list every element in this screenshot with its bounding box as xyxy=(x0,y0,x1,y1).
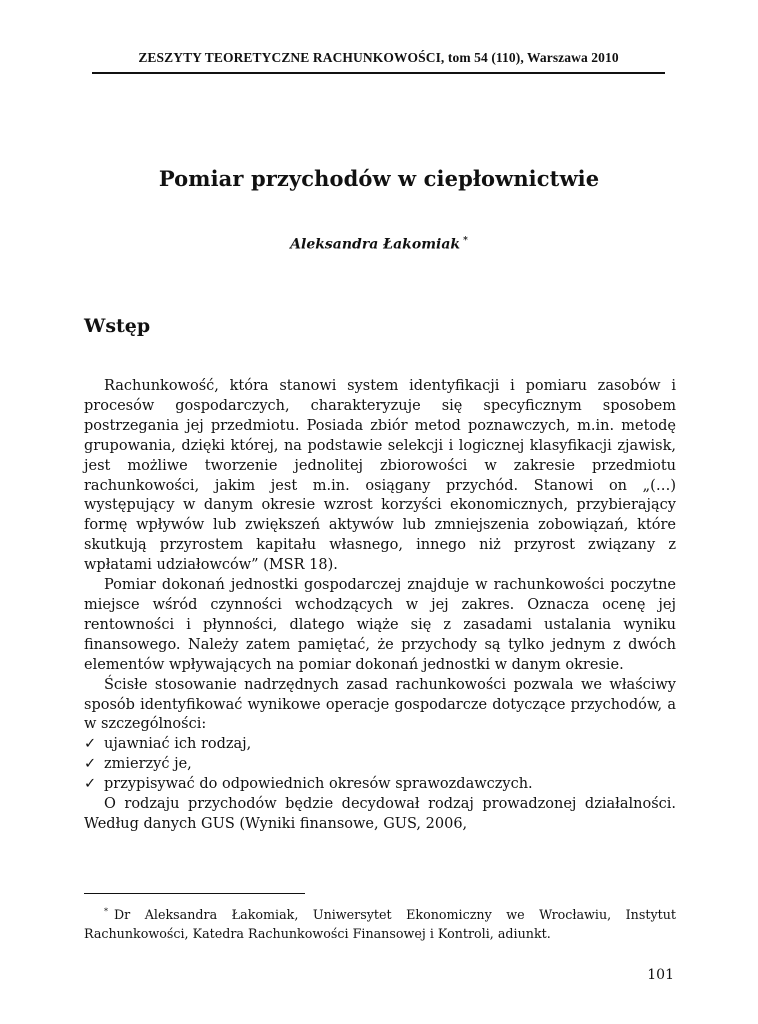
list-item-text: przypisywać do odpowiednich okresów sprawozdawczych. xyxy=(104,776,533,793)
page-number: 101 xyxy=(647,967,674,983)
list-item xyxy=(84,735,676,755)
list-item xyxy=(84,755,676,775)
list-item-text: ujawniać ich rodzaj, xyxy=(104,736,252,753)
check-icon: ✓ xyxy=(84,756,97,773)
footnote xyxy=(84,903,676,943)
footnote-mark: * xyxy=(104,907,108,916)
journal-header: ZESZYTY TEORETYCZNE RACHUNKOWOŚCI, tom 54 (110), Warszawa 2010 xyxy=(138,50,619,65)
footnote-text: Dr Aleksandra Łakomiak, Uniwersytet Ekonomiczny we Wrocławiu, Instytut Rachunkowości, Katedra Rachunkowości Finansowej i Kontroli, adiunkt. xyxy=(84,907,676,941)
list-item xyxy=(84,775,676,795)
check-icon: ✓ xyxy=(84,776,97,793)
paragraph: Ścisłe stosowanie nadrzędnych zasad rachunkowości pozwala we właściwy sposób identyfikować wynikowe operacje gospodarcze dotyczące przychodów, a w szczególności: xyxy=(84,676,676,733)
paragraph: O rodzaju przychodów będzie decydował rodzaj prowadzonej działalności. Według danych GUS (Wyniki finansowe, GUS, 2006, xyxy=(84,796,676,832)
paragraph: Rachunkowość, która stanowi system identyfikacji i pomiaru zasobów i procesów gospodarczych, charakteryzuje się specyficznym sposobem postrzegania jej przedmiotu. Posiada zbiór metod poznawczych, m.in. metodę grupowania, dzięki której, na podstawie selekcji i logicznej klasyfikacji zjawisk, jest możliwe tworzenie jednolitej zbiorowości w zakresie przedmiotu rachunkowości, jakim jest m.in. osiągany przychód. Stanowi on „(…) występujący w danym okresie wzrost korzyści ekonomicznych, przybierający formę wpływów lub zwiększeń aktywów lub zmniejszenia zobowiązań, które skutkują przyrostem kapitału własnego, innego niż przyrost związany z wpłatami udziałowców” (MSR 18). xyxy=(84,378,676,574)
footnote-divider xyxy=(84,893,305,894)
check-icon: ✓ xyxy=(84,736,97,753)
paragraph: Pomiar dokonań jednostki gospodarczej znajduje w rachunkowości poczytne miejsce wśród czynności wchodzących w jej zakres. Oznacza ocenę jej rentowności i płynności, dlatego wiąże się z zasadami ustalania wyniku finansowego. Należy zatem pamiętać, że przychody są tylko jednym z dwóch elementów wpływających na pomiar dokonań jednostki w danym okresie. xyxy=(84,577,676,673)
author-footnote-mark[interactable]: * xyxy=(463,236,468,246)
checklist xyxy=(84,735,676,795)
body-text xyxy=(84,377,676,835)
header-divider xyxy=(92,72,665,74)
section-heading: Wstęp xyxy=(84,315,151,337)
list-item-text: zmierzyć je, xyxy=(104,756,192,773)
author-line xyxy=(0,236,758,253)
author-name: Aleksandra Łakomiak xyxy=(290,236,461,253)
article-title: Pomiar przychodów w ciepłownictwie xyxy=(158,166,600,191)
